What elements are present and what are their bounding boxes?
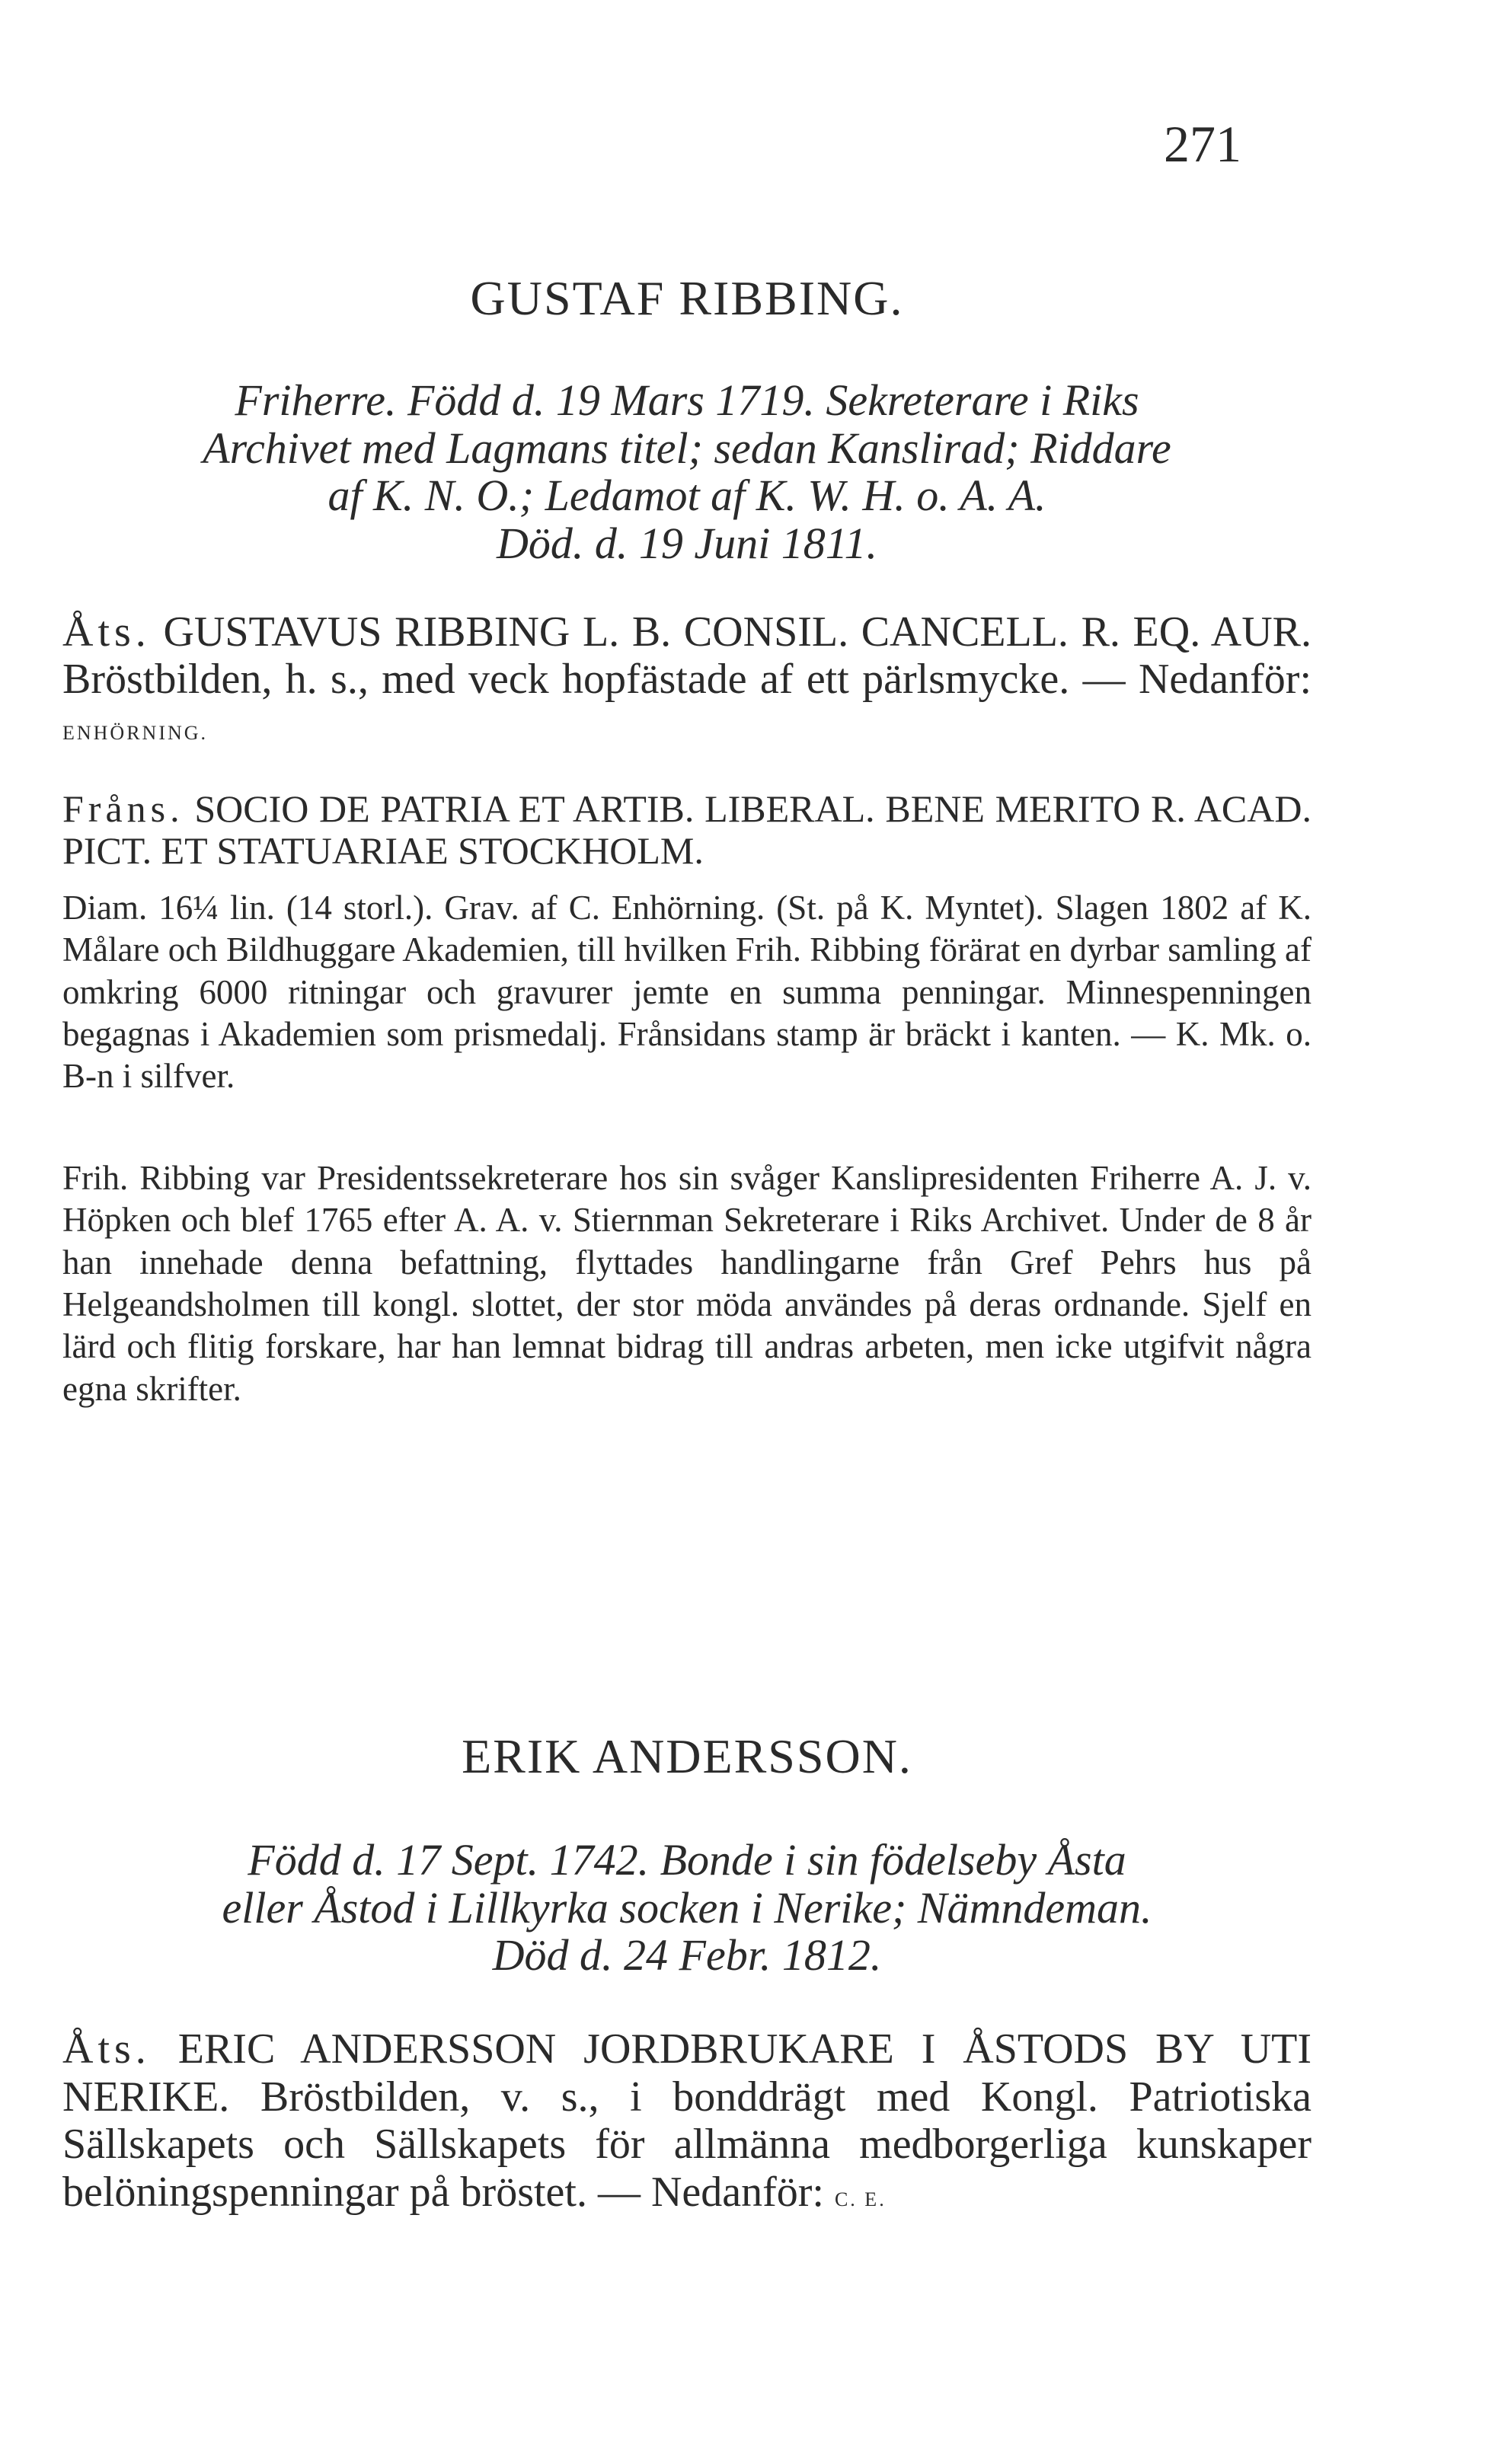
obverse-label: Åts.	[62, 608, 151, 656]
entry-subtitle-1	[62, 377, 1312, 568]
obverse-description-1	[62, 609, 1312, 750]
biography-1: Frih. Ribbing var Presidentssekreterare hos sin svåger Kanslipresidenten Friherre A. J. v. Höpken och blef 1765 efter A. A. v. Stiernman Sekreterare i Riks Archivet. Under de 8 år han innehade denna befattning, flyttades handlingarne från Gref Pehrs hus på Helgeandsholmen till kongl. slottet, der stor möda användes på deras ordnande. Sjelf en lärd och flitig forskare, har han lemnat bidrag till andras arbeten, men icke utgifvit några egna skrifter.	[62, 1159, 1312, 1408]
subtitle-line: af K. N. O.; Ledamot af K. W. H. o. A. A.	[327, 471, 1046, 521]
reverse-text: SOCIO DE PATRIA ET ARTIB. LIBERAL. BENE MERITO R. ACAD. PICT. ET STATUARIAE STOCKHOLM.	[62, 787, 1312, 872]
entry-title-2: ERIK ANDERSSON.	[462, 1729, 912, 1783]
obverse-text: ERIC ANDERSSON JORDBRUKARE I ÅSTODS BY UTI NERIKE. Bröstbilden, v. s., i bonddrägt med Kongl. Patriotiska Sällskapets och Sällskapets för allmänna medborgerliga kunskaper belöningspenningar på bröstet. — Nedanför:	[62, 2025, 1312, 2217]
subtitle-line: Död. d. 19 Juni 1811.	[497, 518, 877, 568]
engraver-signature: ENHÖRNING.	[62, 722, 209, 745]
obverse-description-2	[62, 2025, 1312, 2217]
obverse-label: Åts.	[62, 2025, 151, 2073]
entry-subtitle-2	[62, 1837, 1312, 1980]
subtitle-line: Född d. 17 Sept. 1742. Bonde i sin födelseby Åsta	[248, 1835, 1126, 1885]
medal-details-1: Diam. 16¼ lin. (14 storl.). Grav. af C. Enhörning. (St. på K. Myntet). Slagen 1802 af K. Målare och Bildhuggare Akademien, till hvilken Frih. Ribbing förärat en dyrbar samling af omkring 6000 ritningar och gravurer jemte en summa penningar. Minnespenningen begagnas i Akademien som prismedalj. Frånsidans stamp är bräckt i kanten. — K. Mk. o. B-n i silfver.	[62, 889, 1312, 1096]
subtitle-line: Archivet med Lagmans titel; sedan Kanslirad; Riddare	[203, 423, 1171, 473]
page-number: 271	[1164, 115, 1241, 173]
entry-title-1: GUSTAF RIBBING.	[470, 271, 904, 325]
subtitle-line: Död d. 24 Febr. 1812.	[492, 1930, 882, 1980]
reverse-label: Fråns.	[62, 787, 184, 830]
subtitle-line: Friherre. Född d. 19 Mars 1719. Sekreterare i Riks	[235, 375, 1139, 425]
subtitle-line: eller Åstod i Lillkyrka socken i Nerike; Nämndeman.	[222, 1882, 1152, 1933]
engraver-signature: C. E.	[834, 2188, 887, 2211]
reverse-description-1	[62, 788, 1312, 872]
obverse-text: GUSTAVUS RIBBING L. B. CONSIL. CANCELL. R. EQ. AUR. Bröstbilden, h. s., med veck hopfästade af ett pärlsmycke. — Nedanför:	[62, 608, 1312, 703]
